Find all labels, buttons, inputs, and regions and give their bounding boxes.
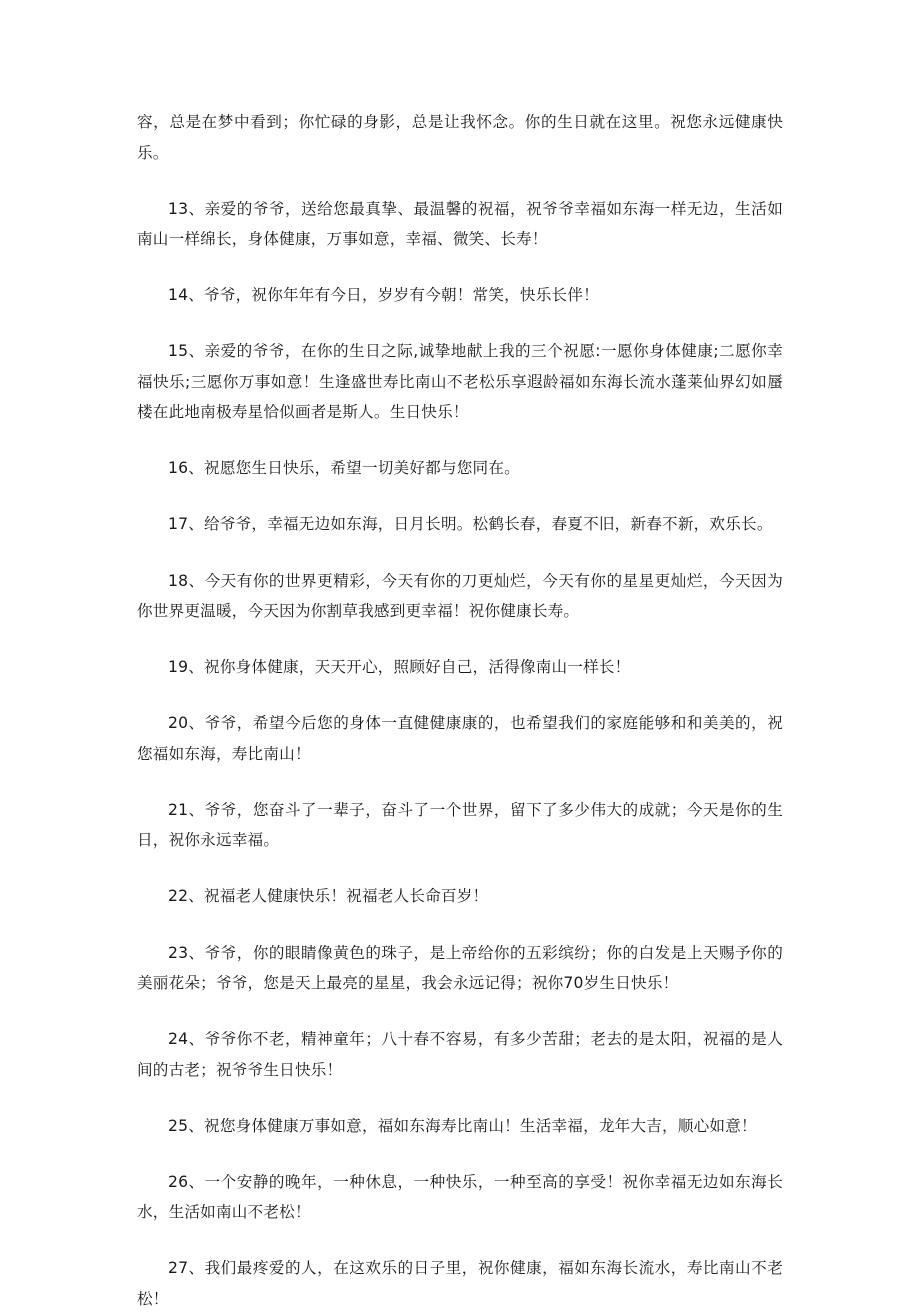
document-body [137, 107, 783, 1314]
paragraph-13: 13、亲爱的爷爷，送给您最真挚、最温馨的祝福，祝爷爷幸福如东海一样无边，生活如南山一样绵长，身体健康，万事如意，幸福、微笑、长寿！ [137, 199, 783, 249]
paragraph-15: 15、亲爱的爷爷，在你的生日之际,诚挚地献上我的三个祝愿:一愿你身体健康;二愿你幸福快乐;三愿你万事如意！生逢盛世寿比南山不老松乐享遐龄福如东海长流水蓬莱仙界幻如蜃楼在此地南极寿星恰似画者是斯人。生日快乐！ [137, 342, 783, 422]
paragraph-14: 14、爷爷，祝你年年有今日，岁岁有今朝！常笑，快乐长伴！ [168, 286, 599, 305]
paragraph-16: 16、祝愿您生日快乐，希望一切美好都与您同在。 [168, 459, 520, 478]
paragraph-18: 18、今天有你的世界更精彩，今天有你的刀更灿烂，今天有你的星星更灿烂，今天因为你世界更温暖，今天因为你割草我感到更幸福！祝你健康长寿。 [137, 571, 783, 621]
paragraph-continuation: 容，总是在梦中看到；你忙碌的身影，总是让我怀念。你的生日就在这里。祝您永远健康快乐。 [137, 113, 783, 162]
paragraph-21: 21、爷爷，您奋斗了一辈子，奋斗了一个世界，留下了多少伟大的成就；今天是你的生日，祝你永远幸福。 [137, 800, 783, 850]
paragraph-26: 26、一个安静的晚年，一种休息，一种快乐，一种至高的享受！祝你幸福无边如东海长水，生活如南山不老松！ [137, 1172, 783, 1222]
paragraph-22: 22、祝福老人健康快乐！祝福老人长命百岁！ [168, 887, 489, 906]
paragraph-19: 19、祝你身体健康，天天开心，照顾好自己，活得像南山一样长！ [168, 658, 631, 677]
paragraph-23: 23、爷爷，你的眼睛像黄色的珠子，是上帝给你的五彩缤纷；你的白发是上天赐予你的美丽花朵；爷爷，您是天上最亮的星星，我会永远记得；祝你70岁生日快乐！ [137, 943, 783, 993]
paragraph-20: 20、爷爷，希望今后您的身体一直健健康康的，也希望我们的家庭能够和和美美的，祝您福如东海，寿比南山！ [137, 714, 783, 763]
paragraph-27: 27、我们最疼爱的人，在这欢乐的日子里，祝你健康，福如东海长流水，寿比南山不老松！ [137, 1259, 783, 1308]
paragraph-24: 24、爷爷你不老，精神童年；八十春不容易，有多少苦甜；老去的是太阳，祝福的是人间的古老；祝爷爷生日快乐！ [137, 1030, 783, 1079]
paragraph-17: 17、给爷爷，幸福无边如东海，日月长明。松鹤长春，春夏不旧，新春不新，欢乐长。 [168, 515, 773, 534]
paragraph-25: 25、祝您身体健康万事如意，福如东海寿比南山！生活幸福，龙年大吉，顺心如意！ [168, 1116, 757, 1135]
